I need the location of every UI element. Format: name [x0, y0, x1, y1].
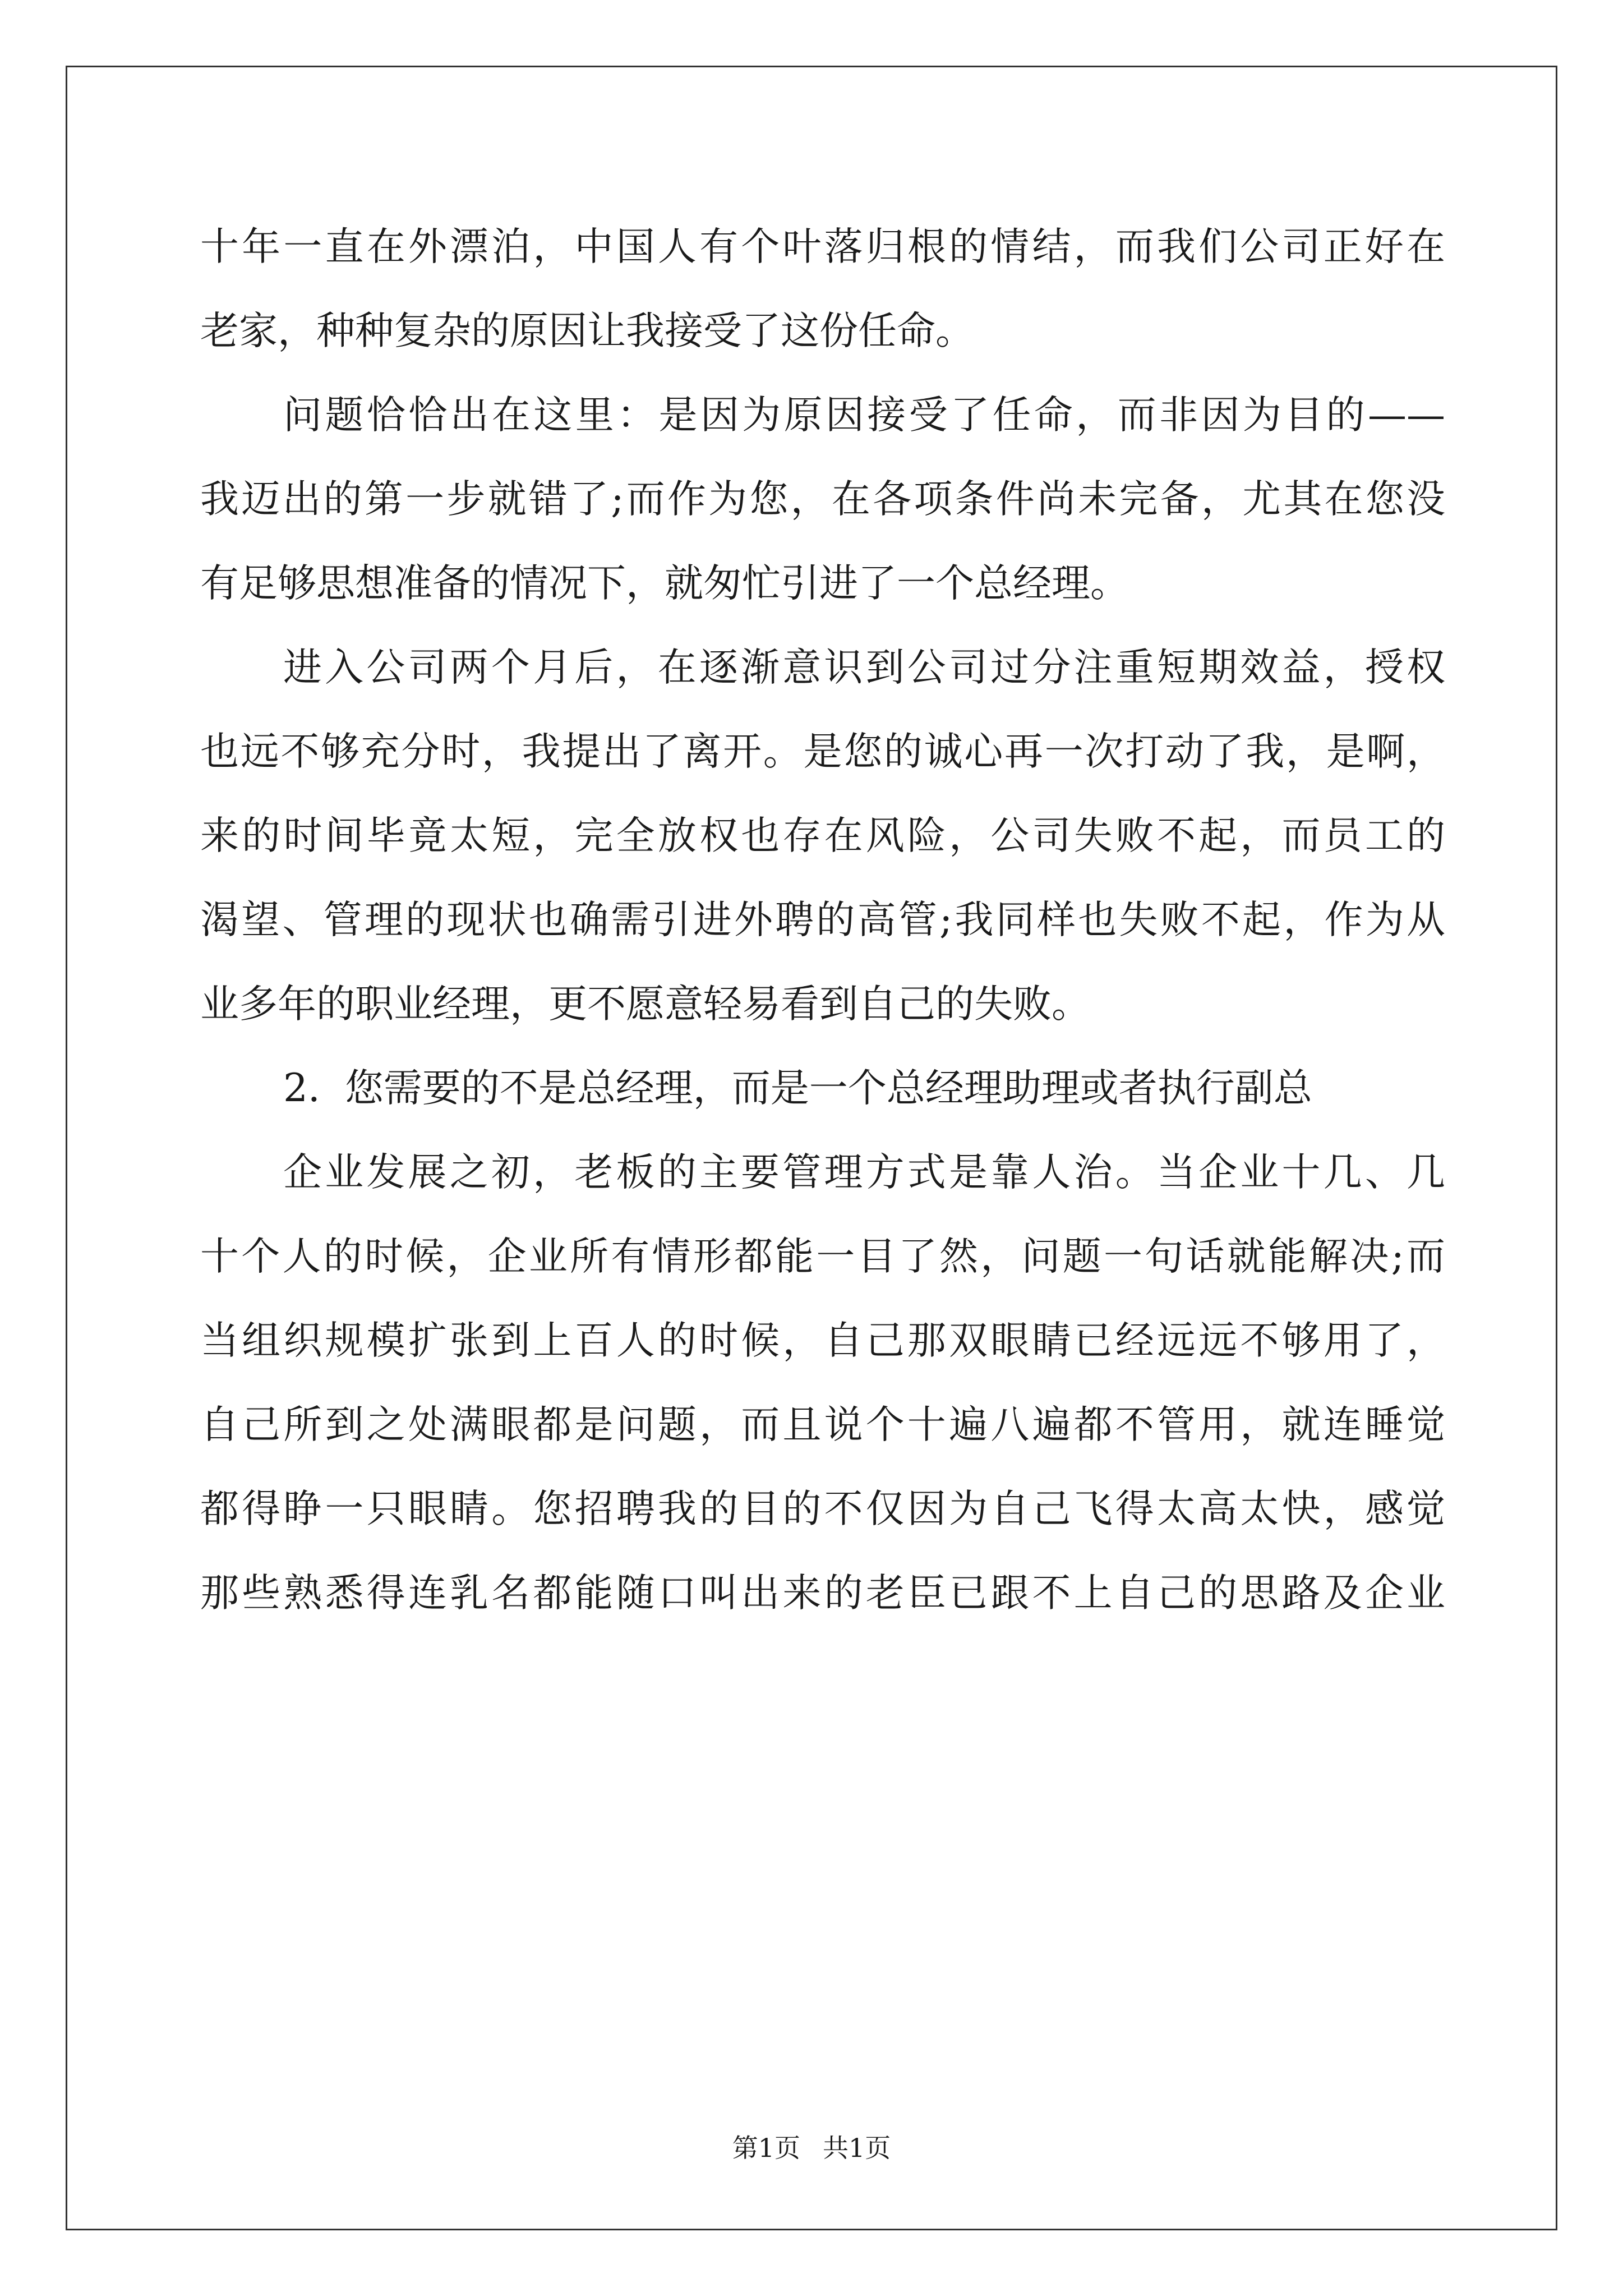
- text-line: 业多年的职业经理，更不愿意轻易看到自己的失败。: [200, 982, 1090, 1027]
- text-line: 也远不够充分时，我提出了离开。是您的诚心再一次打动了我，是啊，: [200, 729, 1445, 774]
- text-line: 有足够思想准备的情况下，就匆忙引进了一个总经理。: [200, 561, 1129, 606]
- paragraph-start-line: 问题恰恰出在这里：是因为原因接受了任命，而非因为目的——: [283, 393, 1445, 438]
- text-line: 自己所到之处满眼都是问题，而且说个十遍八遍都不管用，就连睡觉: [200, 1402, 1445, 1447]
- text-line: 十个人的时候，企业所有情形都能一目了然，问题一句话就能解决;而: [200, 1234, 1445, 1279]
- paragraph-start-line: 进入公司两个月后，在逐渐意识到公司过分注重短期效益，授权: [283, 645, 1445, 690]
- text-line: 那些熟悉得连乳名都能随口叫出来的老臣已跟不上自己的思路及企业: [200, 1571, 1445, 1616]
- text-line: 来的时间毕竟太短，完全放权也存在风险，公司失败不起，而员工的: [200, 813, 1445, 858]
- text-line: 都得睁一只眼睛。您招聘我的目的不仅因为自己飞得太高太快，感觉: [200, 1487, 1445, 1531]
- text-line: 老家，种种复杂的原因让我接受了这份任命。: [200, 309, 974, 353]
- text-line: 我迈出的第一步就错了;而作为您，在各项条件尚未完备，尤其在您没: [200, 477, 1445, 522]
- total-pages: 共1页: [823, 2133, 891, 2163]
- text-line: 渴望、管理的现状也确需引进外聘的高管;我同样也失败不起，作为从: [200, 898, 1445, 942]
- document-body: [200, 205, 1445, 1635]
- text-line: 当组织规模扩张到上百人的时候，自己那双眼睛已经远远不够用了，: [200, 1318, 1445, 1363]
- section-heading: 2. 您需要的不是总经理，而是一个总经理助理或者执行副总: [283, 1066, 1312, 1111]
- text-line: 十年一直在外漂泊，中国人有个叶落归根的情结，而我们公司正好在: [200, 224, 1445, 269]
- paragraph-start-line: 企业发展之初，老板的主要管理方式是靠人治。当企业十几、几: [283, 1150, 1445, 1195]
- page-number: 第1页: [732, 2133, 800, 2163]
- page-footer: [0, 2128, 1623, 2165]
